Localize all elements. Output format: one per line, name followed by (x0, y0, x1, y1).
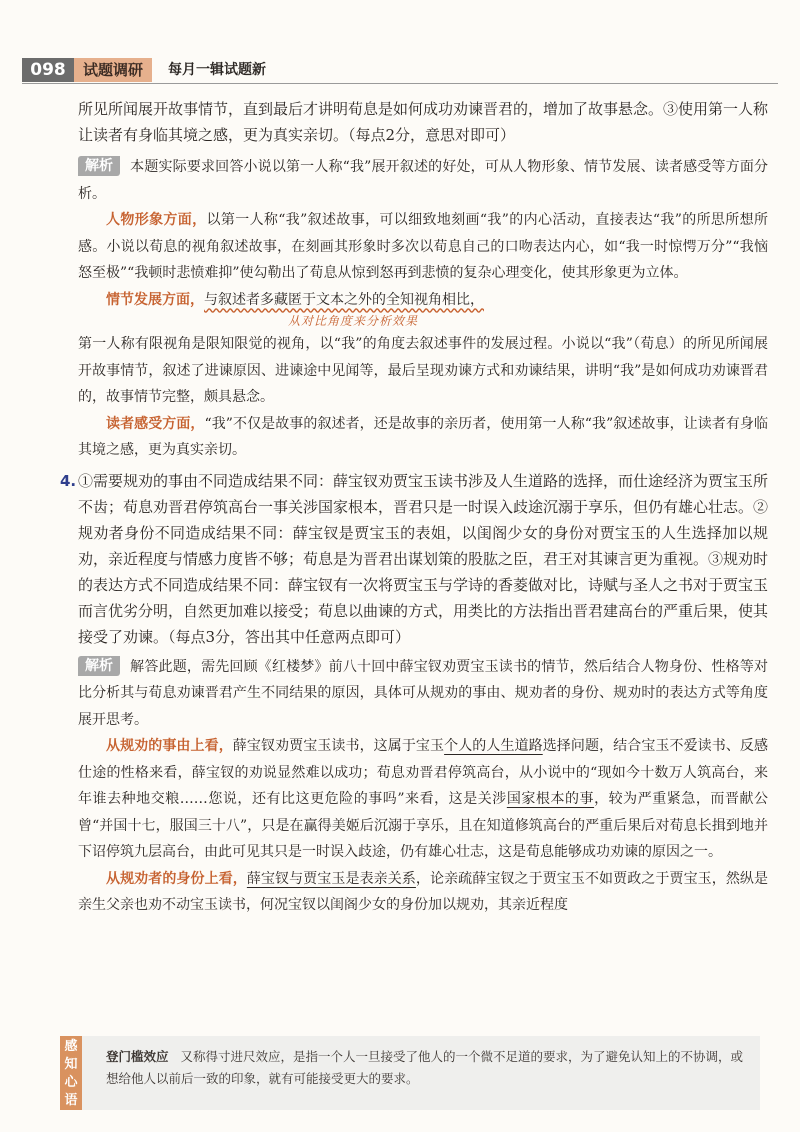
page-number: 098 (22, 58, 74, 82)
para-lead: 读者感受方面， (106, 415, 205, 432)
page-header (0, 52, 800, 88)
footer-body: 又称得寸进尺效应，是指一个人一旦接受了他人的一个微不足道的要求，为了避免认知上的不协调，或想给他人以前后一致的印象，就有可能接受更大的要求。 (106, 1049, 744, 1086)
analysis-3-para-2: 情节发展方面，与叙述者多藏匿于文本之外的全知视角相比， 从对比角度来分析效果 第一人称有限视角是限知限觉的视角，以“我”的角度去叙述事件的发展过程。小说以“我”（荀息）的所见所闻展开故事情节，叙述了进谏原因、进谏途中见闻等，最后呈现劝谏方式和劝谏结果，讲明“我”是如何成功劝谏晋君的，故事情节完整，颇具悬念。 (78, 291, 768, 405)
footer-title: 登门槛效应 (106, 1049, 169, 1064)
answer-3-tail (78, 96, 768, 148)
analysis-3-para-1: 人物形象方面，以第一人称“我”叙述故事，可以细致地刻画“我”的内心活动，直接表达“我”的所思所想所感。小说以荀息的视角叙述故事，在刻画其形象时多次以荀息自己的口吻表达内心，如“我一时惊愕万分”“我恼怒至极”“我顿时悲愤难抑”使勾勒出了荀息从惊到怒再到悲愤的复杂心理变化，使其形象更为立体。 (78, 212, 769, 281)
analysis-4-para-1: 从规劝的事由上看，薛宝钗劝贾宝玉读书，这属于宝玉个人的人生道路选择问题，结合宝玉不爱读书、反感仕途的性格来看，薛宝钗的劝说显然难以成功；荀息劝晋君停筑高台，从小说中的“现如今十数万人筑高台，来年谁去种地交粮……您说，还有比这更危险的事吗”来看，这是关涉国家根本的事，较为严重紧急，而晋献公曾“并国十七，服国三十八”，只是在赢得美姬后沉溺于享乐，且在知道修筑高台的严重后果后对荀息长揖到地并下诏停筑九层高台，由此可见其只是一时误入歧途，仍有雄心壮志，这是荀息能够成功劝谏的原因之一。 (78, 738, 769, 860)
analysis-3-para-3: 读者感受方面，“我”不仅是故事的叙述者，还是故事的亲历者，使用第一人称“我”叙述故事，让读者有身临其境之感，更为真实亲切。 (78, 415, 768, 458)
analysis-4-para-2: 从规劝者的身份上看，薛宝钗与贾宝玉是表亲关系，论亲疏薛宝钗之于贾宝玉不如贾政之于贾宝玉，然纵是亲生父亲也劝不动宝玉读书，何况宝钗以闺阁少女的身份加以规劝，其亲近程度 (78, 870, 769, 913)
underlined-text: 国家根本的事 (506, 791, 595, 807)
wavy-underline-text: 与叙述者多藏匿于文本之外的全知视角相比， (204, 291, 484, 308)
para-lead: 从规劝的事由上看， (106, 738, 233, 754)
analysis-4 (78, 654, 768, 919)
analysis-tag: 解析 (78, 156, 120, 176)
question-number: 4. (60, 471, 77, 490)
page-content (60, 96, 769, 919)
analysis-4-intro: 解答此题，需先回顾《红楼梦》前八十回中薛宝钗劝贾宝玉读书的情节，然后结合人物身份、性格等对比分析其与荀息劝谏晋君产生不同结果的原因，具体可从规劝的事由、规劝者的身份、规劝时的表达方式等角度展开思考。 (78, 658, 768, 728)
para-lead: 从规劝者的身份上看， (106, 870, 247, 887)
para-lead: 人物形象方面， (106, 212, 207, 228)
analysis-3 (78, 154, 768, 464)
answer-4-text: ①需要规劝的事由不同造成结果不同：薛宝钗劝贾宝玉读书涉及人生道路的选择，而仕途经济为贾宝玉所不齿；荀息劝晋君停筑高台一事关涉国家根本，晋君只是一时误入歧途沉溺于享乐，但仍有雄心壮志。②规劝者身份不同造成结果不同：薛宝钗是贾宝玉的表姐，以闺阁少女的身份对贾宝玉的人生选择加以规劝，亲近程度与情感力度皆不够；荀息是为晋君出谋划策的股肱之臣，君王对其谏言更为重视。③规劝时的表达方式不同造成结果不同：薛宝钗有一次将贾宝玉与学诗的香菱做对比，诗赋与圣人之书对于贾宝玉而言优劣分明，自然更加难以接受；荀息以曲谏的方式，用类比的方法指出晋君建高台的严重后果，使其接受了劝谏。（每点3分，答出其中任意两点即可） (78, 471, 769, 646)
para-lead: 情节发展方面， (106, 291, 204, 308)
analysis-tag: 解析 (78, 656, 120, 676)
footer-text (106, 1046, 746, 1090)
answer-4 (60, 468, 769, 650)
header-subtitle: 每月一辑试题新 (168, 62, 266, 78)
analysis-3-intro: 本题实际要求回答小说以第一人称“我”展开叙述的好处，可从人物形象、情节发展、读者感受等方面分析。 (78, 159, 768, 202)
section-tab: 试题调研 (74, 58, 152, 82)
footer-tip-box (60, 1036, 760, 1110)
handwritten-note: 从对比角度来分析效果 (288, 314, 419, 328)
answer-3-text: 所见所闻展开故事情节，直到最后才讲明荀息是如何成功劝谏晋君的，增加了故事悬念。③使用第一人称让读者有身临其境之感，更为真实亲切。（每点2分，意思对即可） (78, 100, 769, 144)
underlined-text: 个人的人生道路 (444, 738, 543, 754)
header-divider (22, 83, 778, 84)
underlined-text: 薛宝钗与贾宝玉是表亲关系 (246, 870, 416, 887)
footer-side-label: 感知心语 (60, 1036, 82, 1110)
